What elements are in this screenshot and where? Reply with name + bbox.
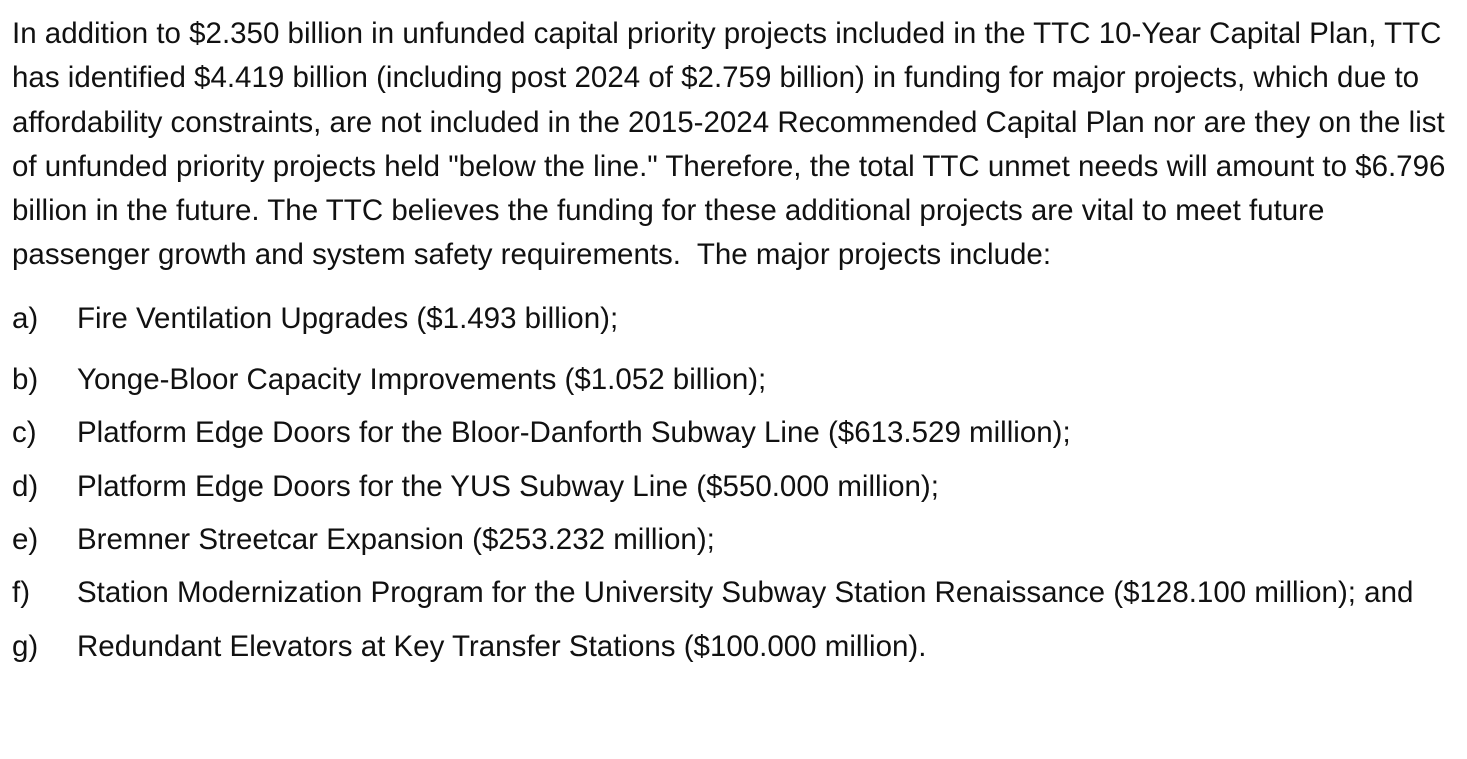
list-item-text: Station Modernization Program for the University Subway Station Renaissance ($128.100 million); and — [77, 576, 1414, 610]
list-marker: b) — [12, 363, 39, 397]
list-item — [12, 465, 1457, 509]
list-item — [12, 571, 1457, 615]
list-item — [12, 518, 1457, 562]
intro-paragraph: In addition to $2.350 billion in unfunded capital priority projects included in the TTC 10-Year Capital Plan, TTC has identified $4.419 billion (including post 2024 of $2.759 billion) in funding for major projects, which due to affordability constraints, are not included in the 2015-2024 Recommended Capital Plan nor are they on the list of unfunded priority projects held "below the line." Therefore, the total TTC unmet needs will amount to $6.796 billion in the future. The TTC believes the funding for these additional projects are vital to meet future passenger growth and system safety requirements. The major projects include: — [12, 17, 1454, 272]
list-marker: d) — [12, 469, 39, 503]
list-item — [12, 411, 1457, 455]
list-item — [12, 297, 1457, 341]
list-item — [12, 358, 1457, 402]
list-marker: c) — [12, 416, 37, 450]
list-marker: g) — [12, 629, 39, 663]
list-item — [12, 625, 1457, 669]
list-marker: e) — [12, 522, 39, 556]
list-item-text: Platform Edge Doors for the YUS Subway Line ($550.000 million); — [77, 469, 939, 503]
list-item-text: Platform Edge Doors for the Bloor-Danforth Subway Line ($613.529 million); — [77, 416, 1071, 450]
list-item-text: Yonge-Bloor Capacity Improvements ($1.052 billion); — [77, 363, 767, 397]
major-projects-list — [12, 297, 1457, 669]
list-marker: f) — [12, 576, 31, 610]
list-marker: a) — [12, 301, 39, 335]
document-body — [12, 12, 1457, 669]
list-item-text: Fire Ventilation Upgrades ($1.493 billion); — [77, 301, 619, 335]
list-item-text: Bremner Streetcar Expansion ($253.232 million); — [77, 522, 715, 556]
list-item-text: Redundant Elevators at Key Transfer Stations ($100.000 million). — [77, 629, 927, 663]
